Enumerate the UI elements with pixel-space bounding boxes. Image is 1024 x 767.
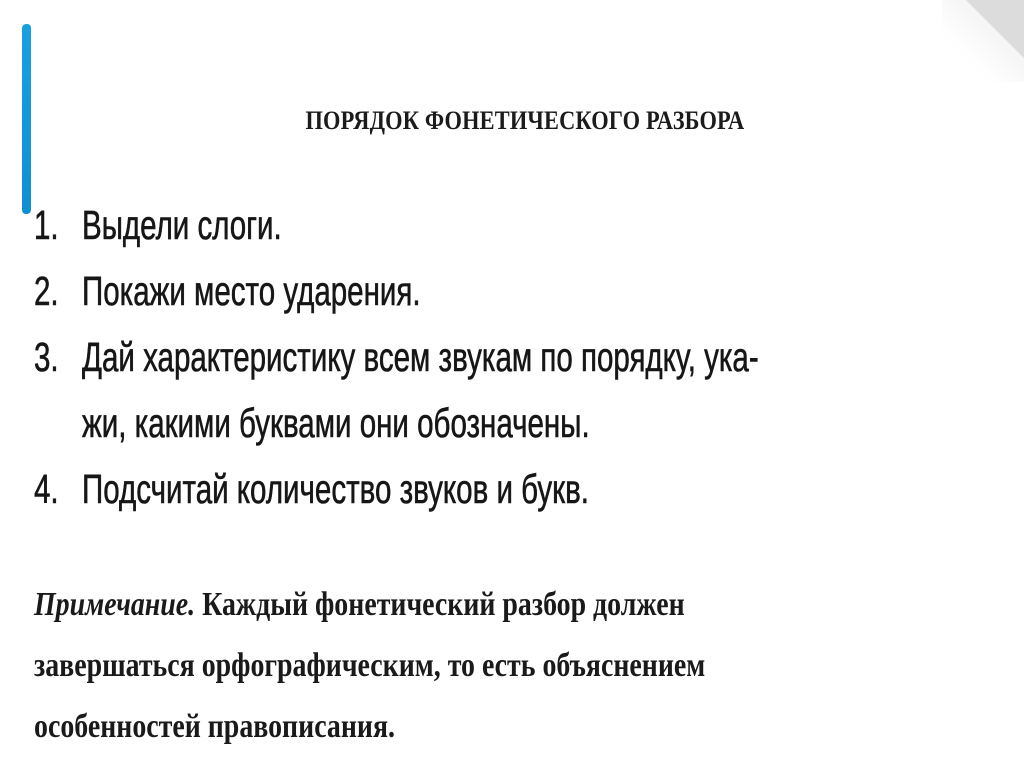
list-item bbox=[34, 324, 1009, 456]
step-line: Покажи место ударения. bbox=[82, 268, 421, 314]
step-number: 3. bbox=[34, 334, 59, 380]
step-text bbox=[82, 192, 359, 258]
note-text: завершаться орфографическим, то есть объяснением bbox=[34, 647, 706, 684]
note-text: Каждый фонетический разбор должен bbox=[195, 586, 685, 623]
step-line: Подсчитай количество звуков и букв. bbox=[82, 466, 589, 512]
step-text bbox=[82, 456, 786, 522]
note-paragraph bbox=[34, 574, 1014, 757]
step-number: 2. bbox=[34, 268, 59, 314]
note-text: особенностей правописания. bbox=[34, 708, 396, 745]
page-title: ПОРЯДОК ФОНЕТИЧЕСКОГО РАЗБОРА bbox=[305, 106, 745, 135]
accent-bar bbox=[22, 24, 31, 214]
step-text bbox=[82, 324, 1022, 456]
list-item bbox=[34, 192, 1009, 258]
list-item bbox=[34, 456, 1009, 522]
step-number: 4. bbox=[34, 466, 59, 512]
page-corner-fold bbox=[966, 0, 1024, 58]
steps-list bbox=[34, 192, 1009, 522]
step-line: жи, какими буквами они обозначены. bbox=[82, 400, 590, 446]
step-number: 1. bbox=[34, 202, 59, 248]
list-item bbox=[34, 258, 1009, 324]
step-line: Выдели слоги. bbox=[82, 202, 282, 248]
note-label: Примечание. bbox=[34, 586, 196, 623]
step-text bbox=[82, 258, 552, 324]
step-line: Дай характеристику всем звукам по порядку, ука- bbox=[82, 334, 759, 380]
